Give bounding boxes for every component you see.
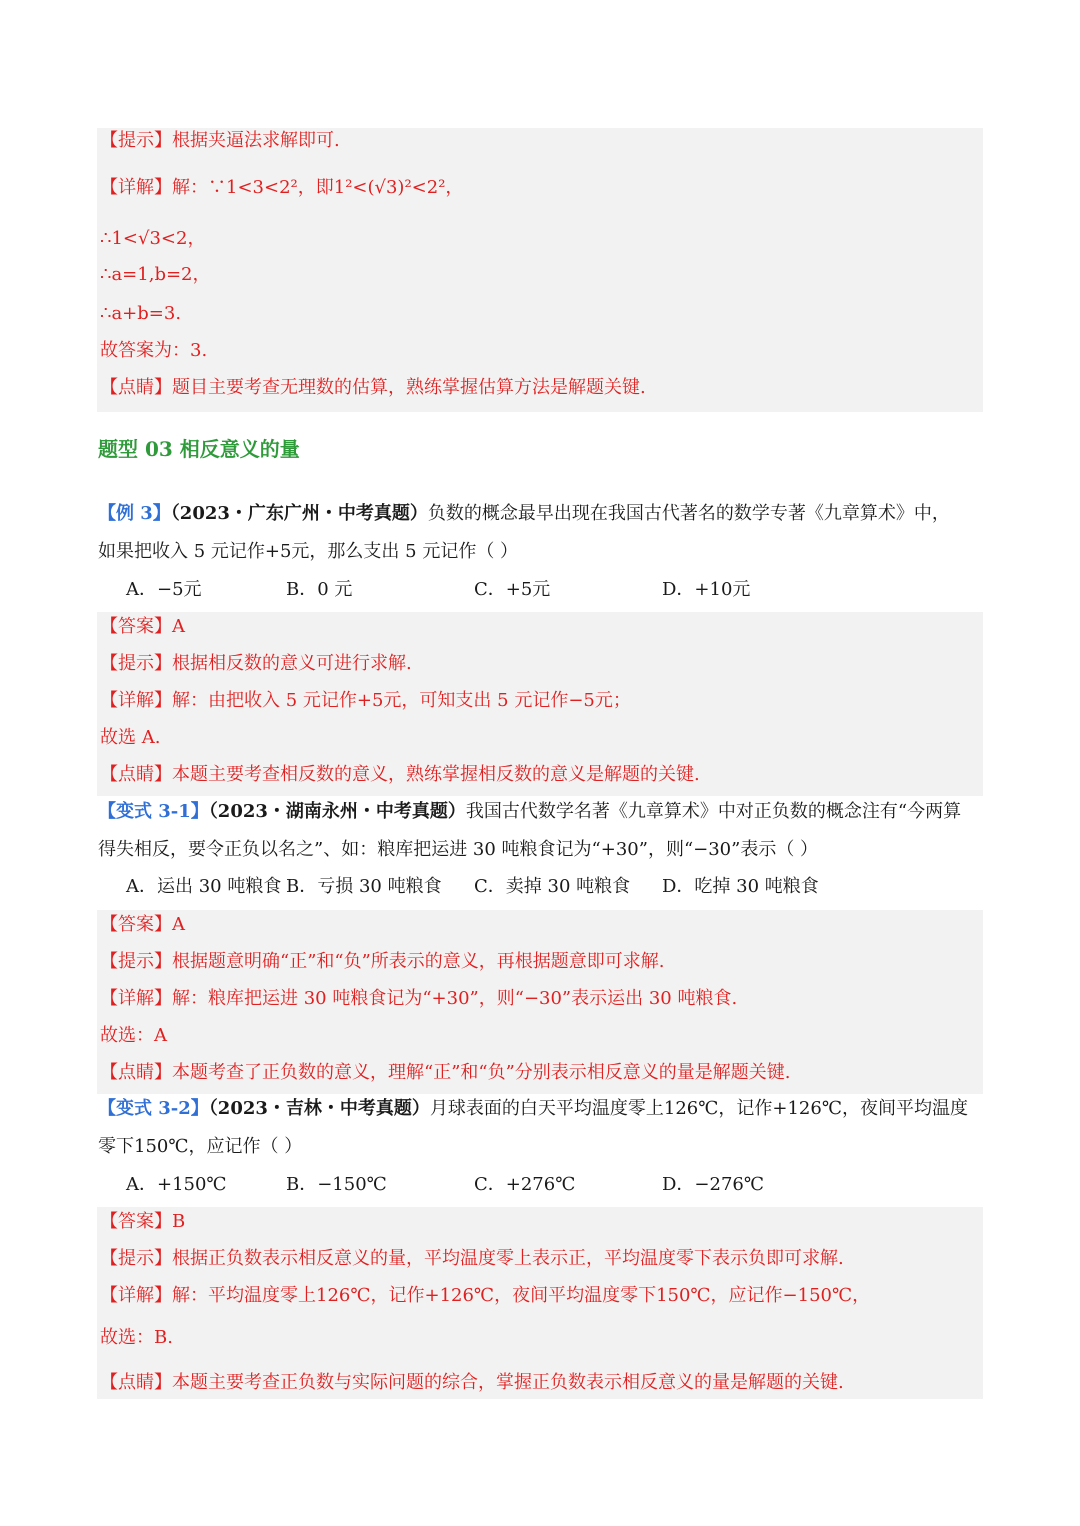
example3-hint <box>100 652 412 676</box>
example3-question-line1 <box>98 502 950 526</box>
example3-option-a: A．−5元 <box>126 579 202 600</box>
answer-tag: 【答案】 <box>100 914 172 935</box>
variant31-option-a: A．运出 30 吨粮食 <box>126 876 282 897</box>
solution-block-1 <box>97 128 983 412</box>
variant32-hint <box>100 1247 844 1271</box>
variant32-option-d: D．−276℃ <box>662 1174 765 1195</box>
variant32-option-c: C．+276℃ <box>474 1174 576 1195</box>
answer-value: A <box>172 616 185 637</box>
variant31-question-text1: 我国古代数学名著《九章算术》中对正负数的概念注有“今两算 <box>465 801 962 822</box>
hint-text: 根据夹逼法求解即可. <box>172 130 340 151</box>
example3-option-c: C．+5元 <box>474 579 551 600</box>
variant32-tag: 【变式 3-2】 <box>98 1098 209 1119</box>
variant31-question-line1 <box>98 800 961 824</box>
variant32-question-line2: 零下150℃，应记作（ ） <box>98 1136 303 1157</box>
step-2: ∴a=1,b=2， <box>100 264 211 285</box>
comment-tag: 【点睛】 <box>100 1372 172 1393</box>
variant31-question-line2: 得失相反，要令正负以名之”、如：粮库把运进 30 吨粮食记为“+30”，则“−30”表示（ ） <box>98 839 819 860</box>
variant32-option-b: B．−150℃ <box>286 1174 387 1195</box>
example3-tag: 【例 3】 <box>98 503 171 524</box>
example3-source: （2023・广东广州・中考真题） <box>170 503 428 524</box>
answer-value: A <box>172 914 185 935</box>
example3-option-d: D．+10元 <box>662 579 751 600</box>
comment-text: 题目主要考查无理数的估算，熟练掌握估算方法是解题关键. <box>172 377 646 398</box>
variant32-question-text1: 月球表面的白天平均温度零上126℃，记作+126℃，夜间平均温度 <box>429 1098 968 1119</box>
variant31-comment <box>100 1061 791 1085</box>
variant31-detail <box>100 987 737 1011</box>
answer-tag: 【答案】 <box>100 1211 172 1232</box>
comment-text: 本题主要考查正负数与实际问题的综合，掌握正负数表示相反意义的量是解题的关键. <box>172 1372 844 1393</box>
example3-conclusion: 故选 A. <box>100 727 161 748</box>
variant32-conclusion: 故选：B. <box>100 1327 173 1348</box>
comment-tag: 【点睛】 <box>100 764 172 785</box>
variant31-option-d: D．吃掉 30 吨粮食 <box>662 876 819 897</box>
detail-tag: 【详解】 <box>100 988 172 1009</box>
comment-text: 本题主要考查相反数的意义，熟练掌握相反数的意义是解题的关键. <box>172 764 700 785</box>
answer-line: 故答案为：3. <box>100 340 208 361</box>
variant31-option-b: B．亏损 30 吨粮食 <box>286 876 442 897</box>
variant32-question-line1 <box>98 1097 968 1121</box>
section-heading: 题型 03 相反意义的量 <box>98 437 300 461</box>
detail-tag: 【详解】 <box>100 1285 172 1306</box>
variant32-detail <box>100 1284 870 1308</box>
variant31-conclusion: 故选：A <box>100 1025 167 1046</box>
hint-tag: 【提示】 <box>100 1248 172 1269</box>
example3-answer <box>100 615 185 639</box>
variant31-hint <box>100 950 665 974</box>
variant32-source: （2023・吉林・中考真题） <box>208 1098 430 1119</box>
hint-tag: 【提示】 <box>100 130 172 151</box>
detail-text: 解：粮库把运进 30 吨粮食记为“+30”，则“−30”表示运出 30 吨粮食. <box>172 988 738 1009</box>
example3-comment <box>100 763 700 787</box>
variant31-source: （2023・湖南永州・中考真题） <box>208 801 466 822</box>
example3-detail <box>100 689 631 713</box>
example3-question-line2: 如果把收入 5 元记作+5元，那么支出 5 元记作（ ） <box>98 541 519 562</box>
detail-text: 解：∵1<3<2²，即1²<(√3)²<2²， <box>172 177 464 198</box>
example3-option-b: B．0 元 <box>286 579 353 600</box>
variant32-comment <box>100 1371 844 1395</box>
variant32-answer <box>100 1210 185 1234</box>
hint-line-1 <box>100 129 340 153</box>
variant31-tag: 【变式 3-1】 <box>98 801 209 822</box>
detail-line-1 <box>100 176 463 200</box>
comment-text: 本题考查了正负数的意义，理解“正”和“负”分别表示相反意义的量是解题关键. <box>172 1062 791 1083</box>
step-1: ∴1<√3<2， <box>100 228 206 249</box>
hint-text: 根据相反数的意义可进行求解. <box>172 653 412 674</box>
variant31-option-c: C．卖掉 30 吨粮食 <box>474 876 631 897</box>
detail-text: 解：平均温度零上126℃，记作+126℃，夜间平均温度零下150℃，应记作−150℃， <box>172 1285 871 1306</box>
comment-tag: 【点睛】 <box>100 1062 172 1083</box>
hint-text: 根据题意明确“正”和“负”所表示的意义，再根据题意即可求解. <box>172 951 665 972</box>
variant31-answer <box>100 913 185 937</box>
comment-tag: 【点睛】 <box>100 377 172 398</box>
step-3: ∴a+b=3. <box>100 303 182 324</box>
detail-tag: 【详解】 <box>100 177 172 198</box>
comment-line-1 <box>100 376 646 400</box>
answer-value: B <box>172 1211 186 1232</box>
detail-text: 解：由把收入 5 元记作+5元，可知支出 5 元记作−5元； <box>172 690 631 711</box>
variant32-option-a: A．+150℃ <box>126 1174 227 1195</box>
detail-tag: 【详解】 <box>100 690 172 711</box>
answer-tag: 【答案】 <box>100 616 172 637</box>
hint-tag: 【提示】 <box>100 653 172 674</box>
hint-text: 根据正负数表示相反意义的量，平均温度零上表示正，平均温度零下表示负即可求解. <box>172 1248 844 1269</box>
example3-question-text1: 负数的概念最早出现在我国古代著名的数学专著《九章算术》中， <box>427 503 950 524</box>
hint-tag: 【提示】 <box>100 951 172 972</box>
